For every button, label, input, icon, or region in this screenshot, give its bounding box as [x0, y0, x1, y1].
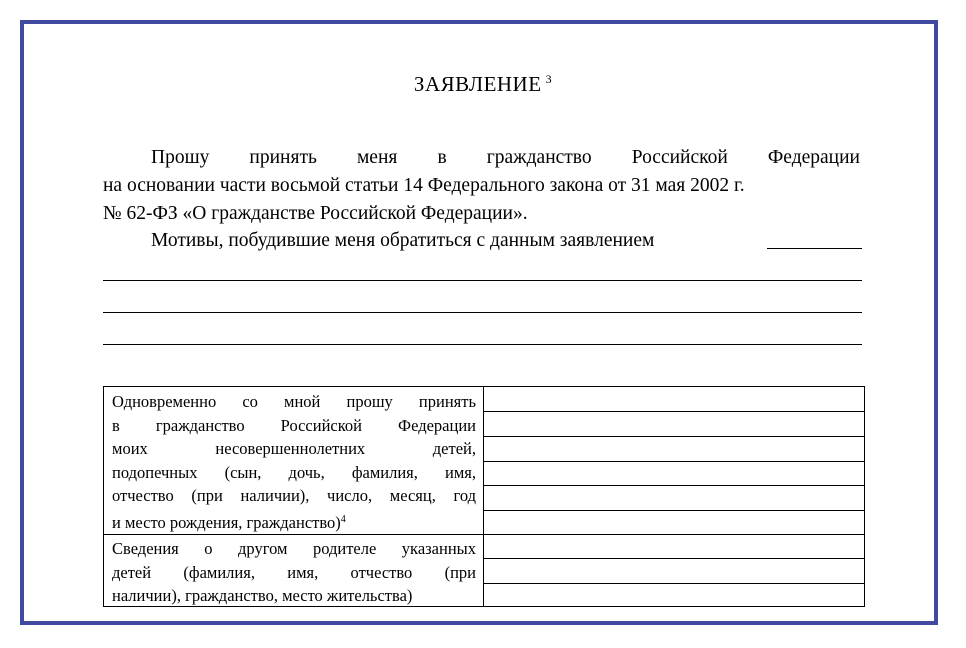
other-parent-label-line: Сведения о другом родителе указанных	[112, 539, 476, 558]
children-label-last-line	[112, 508, 476, 535]
other-parent-label-line: детей (фамилия, имя, отчество (при	[112, 562, 476, 582]
children-entry-line[interactable]	[484, 461, 864, 462]
motives-paragraph: Мотивы, побудившие меня обратиться с данным заявлением	[151, 230, 655, 251]
document-title	[0, 72, 966, 97]
request-line-3: № 62-ФЗ «О гражданстве Российской Федерации».	[103, 203, 528, 224]
children-label-line: и место рождения, гражданство)	[112, 512, 341, 532]
request-line-1: Прошу принять меня в гражданство Российской Федерации	[151, 147, 860, 168]
request-line-2: на основании части восьмой статьи 14 Федерального закона от 31 мая 2002 г.	[103, 175, 745, 196]
children-label-line: Одновременно со мной прошу принять	[112, 392, 476, 411]
children-footnote: 4	[340, 513, 346, 525]
children-label-line: отчество (при наличии), число, месяц, год	[112, 486, 476, 505]
children-table	[103, 386, 865, 607]
motives-blank-line-1[interactable]	[103, 280, 862, 281]
motives-blank-line-3[interactable]	[103, 344, 862, 345]
motives-blank-line-2[interactable]	[103, 312, 862, 313]
other-parent-label-line: наличии), гражданство, место жительства)	[112, 586, 413, 605]
title-text: ЗАЯВЛЕНИЕ	[413, 72, 542, 96]
request-paragraph	[103, 144, 860, 228]
other-parent-label	[112, 537, 476, 608]
children-label-line: подопечных (сын, дочь, фамилия, имя,	[112, 462, 476, 482]
table-row-divider	[104, 534, 864, 535]
children-entry-line[interactable]	[484, 510, 864, 511]
children-label-line: в гражданство Российской Федерации	[112, 415, 476, 435]
parent-entry-line[interactable]	[484, 558, 864, 559]
children-label-line: моих несовершеннолетних детей,	[112, 439, 476, 458]
motives-blank-inline[interactable]	[767, 248, 862, 249]
children-entry-line[interactable]	[484, 436, 864, 437]
title-footnote: 3	[545, 72, 553, 86]
children-entry-line[interactable]	[484, 485, 864, 486]
children-label	[112, 390, 476, 534]
children-entry-line[interactable]	[484, 411, 864, 412]
table-column-divider	[483, 387, 484, 606]
parent-entry-line[interactable]	[484, 583, 864, 584]
